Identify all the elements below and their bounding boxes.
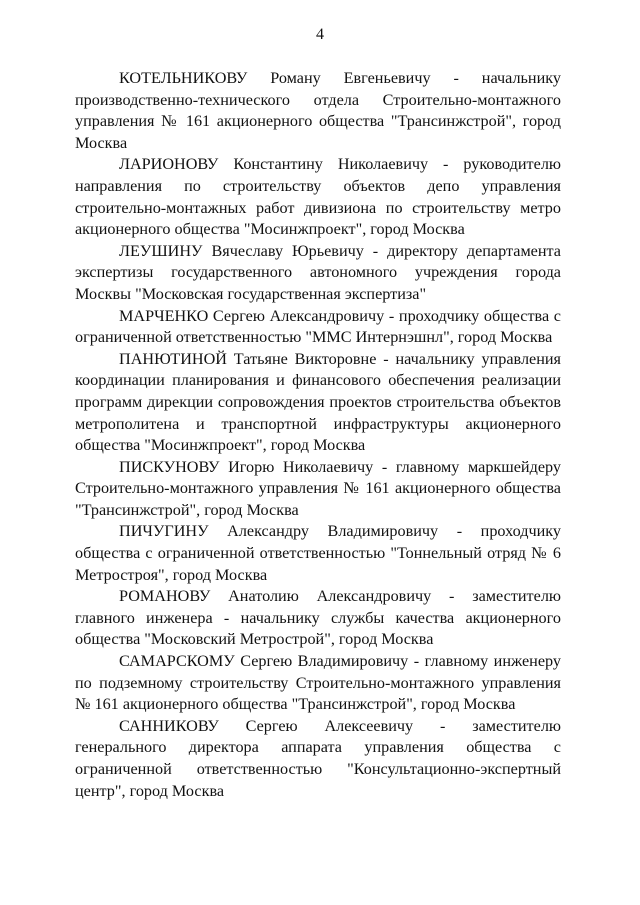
award-entry-sannikov: САННИКОВУ Сергею Алексеевичу - заместителю генерального директора аппарата управления общества с ограниченной ответственностью "Консультационно-экспертный центр", город Москва xyxy=(75,716,561,800)
award-entry-samarsky: САМАРСКОМУ Сергею Владимировичу - главному инженеру по подземному строительству Строительно-монтажного управления № 161 акционерного общества "Трансинжстрой", город Москва xyxy=(75,652,561,714)
award-list xyxy=(75,68,561,802)
award-entry-romanov: РОМАНОВУ Анатолию Александровичу - заместителю главного инженера - начальнику службы качества акционерного общества "Московский Метрострой", город Москва xyxy=(75,587,561,649)
award-entry-larionov: ЛАРИОНОВУ Константину Николаевичу - руководителю направления по строительству объектов депо управления строительно-монтажных работ дивизиона по строительству метро акционерного общества "Мосинжпроект", город Москва xyxy=(75,155,561,239)
award-entry-leushin: ЛЕУШИНУ Вячеславу Юрьевичу - директору департамента экспертизы государственного автономного учреждения города Москвы "Московская государственная экспертиза" xyxy=(75,241,561,303)
award-entry-kotelnikov: КОТЕЛЬНИКОВУ Роману Евгеньевичу - начальнику производственно-технического отдела Строительно-монтажного управления № 161 акционерного общества "Трансинжстрой", город Москва xyxy=(75,69,561,152)
page-number: 4 xyxy=(316,26,324,43)
award-entry-panyutina: ПАНЮТИНОЙ Татьяне Викторовне - начальнику управления координации планирования и финансового обеспечения реализации программ дирекции сопровождения проектов строительства объектов метрополитена и транспортной инфраструктуры акционерного общества "Мосинжпроект", город Москва xyxy=(75,349,561,455)
award-entry-piskunov: ПИСКУНОВУ Игорю Николаевичу - главному маркшейдеру Строительно-монтажного управления № 161 акционерного общества "Трансинжстрой", город Москва xyxy=(75,457,561,519)
award-entry-marchenko: МАРЧЕНКО Сергею Александровичу - проходчику общества с ограниченной ответственностью "ММС Интернэшнл", город Москва xyxy=(75,306,561,347)
award-entry-pichugin: ПИЧУГИНУ Александру Владимировичу - проходчику общества с ограниченной ответственностью "Тоннельный отряд № 6 Метростроя", город Москва xyxy=(75,522,561,584)
